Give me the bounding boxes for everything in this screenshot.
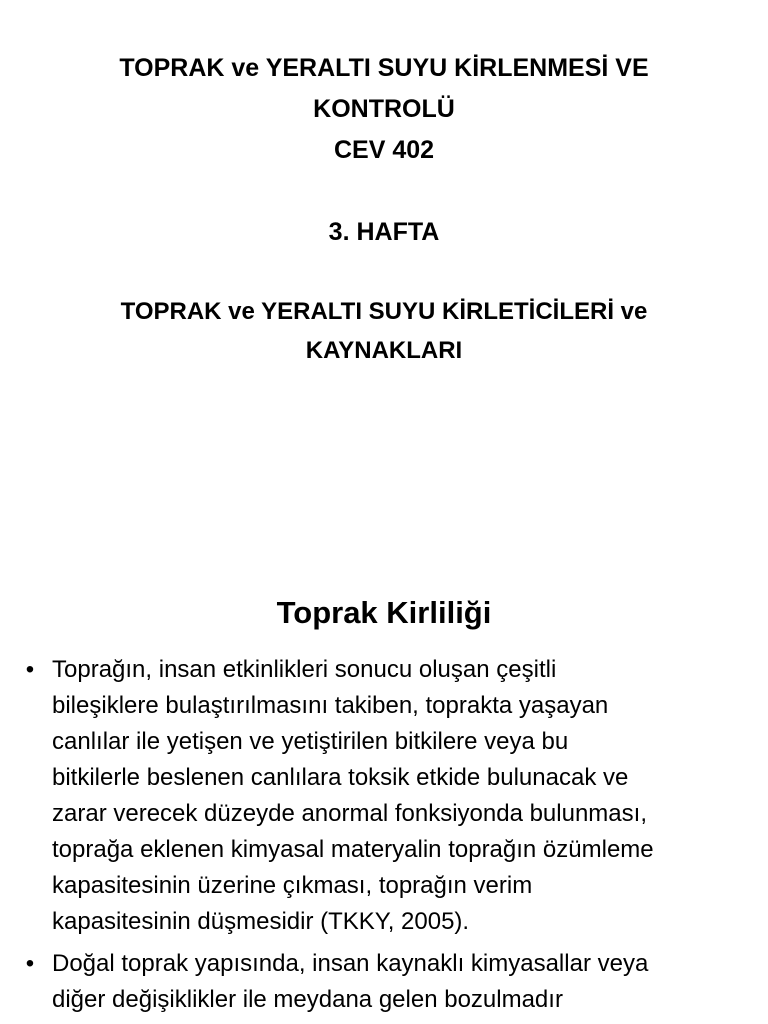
course-title: [40, 48, 728, 171]
bullet-text: [52, 946, 768, 1018]
bullet-line: toprağa eklenen kimyasal materyalin toprağın özümleme: [52, 836, 654, 863]
bullet-line: zarar verecek düzeyde anormal fonksiyonda bulunması,: [52, 800, 647, 827]
bullet-line: Toprağın, insan etkinlikleri sonucu oluşan çeşitli: [52, 656, 557, 683]
bullet-line: kapasitesinin düşmesidir (TKKY, 2005).: [52, 908, 470, 935]
course-title-line-2: KONTROLÜ: [313, 95, 455, 123]
bullet-line: kapasitesinin üzerine çıkması, toprağın verim: [52, 872, 533, 899]
bullet-item: [0, 652, 768, 940]
bullet-line: canlılar ile yetişen ve yetiştirilen bitkilere veya bu: [52, 728, 569, 755]
bullet-dot-icon: •: [25, 656, 35, 683]
bullet-text: [52, 652, 768, 940]
bullet-line: Doğal toprak yapısında, insan kaynaklı kimyasallar veya: [52, 950, 649, 977]
bullet-line: diğer değişiklikler ile meydana gelen bozulmadır: [52, 986, 563, 1013]
course-title-line-1: TOPRAK ve YERALTI SUYU KİRLENMESİ VE: [119, 54, 649, 82]
bullet-list: [0, 652, 768, 1024]
bullet-item: [0, 946, 768, 1018]
lecture-subtitle: [40, 292, 728, 370]
lecture-subtitle-line-2: KAYNAKLARI: [305, 337, 463, 364]
bullet-line: bitkilerle beslenen canlılara toksik etkide bulunacak ve: [52, 764, 629, 791]
content-slide: [0, 560, 768, 1024]
week-label: [40, 212, 728, 253]
bullet-line: bileşiklere bulaştırılmasını takiben, toprakta yaşayan: [52, 692, 609, 719]
section-heading: Toprak Kirliliği: [276, 595, 492, 630]
lecture-subtitle-line-1: TOPRAK ve YERALTI SUYU KİRLETİCİLERİ ve: [120, 298, 648, 325]
course-code: CEV 402: [333, 136, 435, 164]
week-label-text: 3. HAFTA: [328, 218, 440, 246]
bullet-dot-icon: •: [25, 950, 35, 977]
